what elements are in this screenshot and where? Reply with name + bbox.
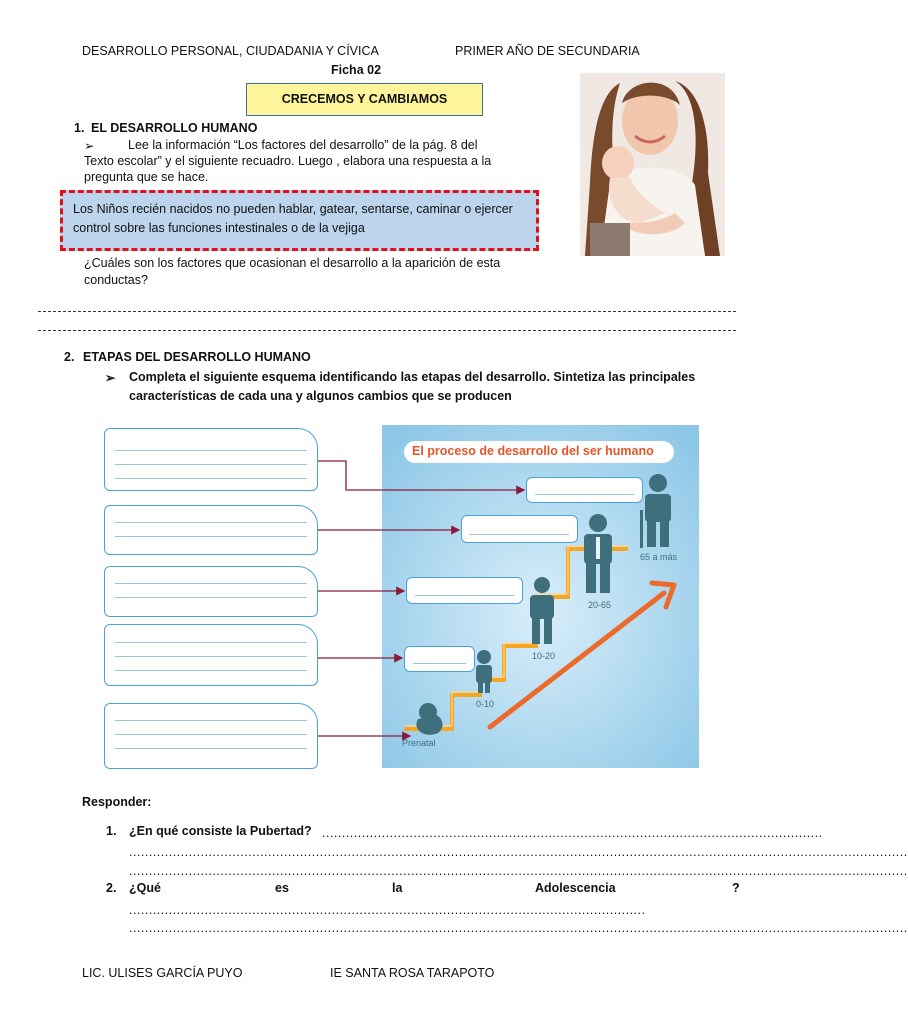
section1-question-line2: conductas? [84, 273, 148, 287]
question2-answer-line1[interactable]: .................................................................................................................................. [129, 903, 646, 917]
question2-number: 2. [106, 881, 117, 895]
question2-word-es: es [275, 881, 289, 895]
section1-heading: EL DESARROLLO HUMANO [91, 121, 258, 135]
stage-label-prenatal: Prenatal [402, 738, 436, 748]
responder-label: Responder: [82, 795, 152, 809]
footer-teacher: LIC. ULISES GARCÍA PUYO [82, 966, 243, 980]
sheet-number: Ficha 02 [331, 63, 382, 77]
section2-instruction-line2: características de cada una y algunos cambios que se producen [129, 389, 512, 403]
infographic-title: El proceso de desarrollo del ser humano [412, 444, 654, 458]
section2-bullet-icon: ➢ [105, 371, 116, 385]
question1-text: ¿En qué consiste la Pubertad? [129, 824, 312, 838]
question2-word-la: la [392, 881, 403, 895]
question1-answer-line2[interactable]: .................................................................................................................................................................................................... [129, 845, 908, 859]
section1-question-line1: ¿Cuáles son los factores que ocasionan el desarrollo a la aparición de esta [84, 256, 501, 270]
question2-word-que: ¿Qué [129, 881, 161, 895]
stage-label-65-plus: 65 a más [640, 552, 678, 562]
course-name: DESARROLLO PERSONAL, CIUDADANIA Y CÍVICA [82, 44, 379, 58]
section1-number: 1. [74, 121, 85, 135]
question1-answer-line3[interactable]: .................................................................................................................................................................................................... [129, 864, 908, 878]
stage-label-0-10: 0-10 [476, 699, 495, 709]
grade-label: PRIMER AÑO DE SECUNDARIA [455, 44, 640, 58]
section2-heading: ETAPAS DEL DESARROLLO HUMANO [83, 350, 311, 364]
section1-instruction-line1: Lee la información “Los factores del desarrollo” de la pág. 8 del [128, 138, 478, 152]
page-title: CRECEMOS Y CAMBIAMOS [246, 83, 483, 116]
section1-instruction-line2: Texto escolar” y el siguiente recuadro. Luego , elabora una respuesta a la [84, 154, 492, 168]
stage-label-20-65: 20-65 [588, 600, 612, 610]
section1-instruction-line3: pregunta que se hace. [84, 170, 209, 184]
recuadro-line2: control sobre las funciones intestinales o de la vejiga [73, 221, 365, 235]
question1-number: 1. [106, 824, 117, 838]
section2-instruction-line1: Completa el siguiente esquema identificando las etapas del desarrollo. Sintetiza las principales [129, 370, 696, 384]
question2-answer-line2[interactable]: .................................................................................................................................................................................................... [129, 921, 908, 935]
question2-word-adolescencia: Adolescencia [535, 881, 616, 895]
section1-bullet-icon: ➢ [84, 139, 95, 153]
stage-label-10-20: 10-20 [532, 651, 556, 661]
footer-school: IE SANTA ROSA TARAPOTO [330, 966, 495, 980]
question1-answer-line1[interactable]: .............................................................................................................................. [322, 826, 823, 840]
recuadro-line1: Los Niños recién nacidos no pueden hablar, gatear, sentarse, caminar o ejercer [73, 202, 513, 216]
question2-mark: ? [732, 881, 740, 895]
section2-number: 2. [64, 350, 75, 364]
